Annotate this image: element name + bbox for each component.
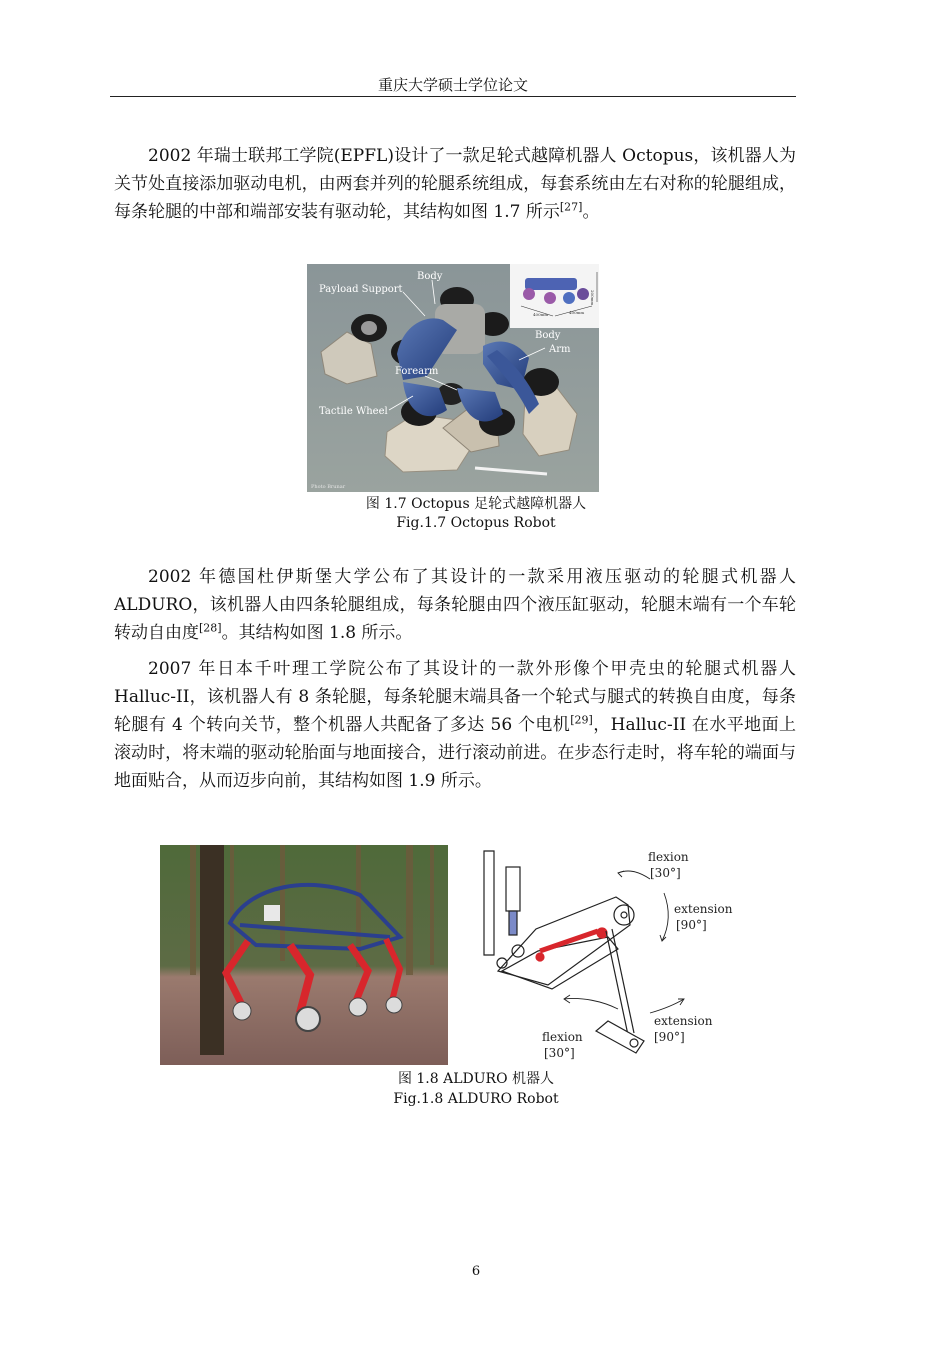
- citation-ref: [28]: [199, 621, 222, 635]
- dim-label: 400mm: [533, 312, 549, 317]
- figure-alduro-leg-diagram: [478, 845, 738, 1067]
- label-extension-right-deg: [90°]: [676, 918, 707, 932]
- dim-label: 200mm: [590, 290, 595, 306]
- figure-alduro-photo: [160, 845, 448, 1065]
- running-header: 重庆大学硕士学位论文: [377, 76, 528, 94]
- label-extension-bottom-deg: [90°]: [654, 1030, 685, 1044]
- label-body: Body: [417, 271, 443, 282]
- tree-trunk: [200, 845, 224, 1055]
- paragraph-text: 2002 年德国杜伊斯堡大学公布了其设计的一款采用液压驱动的轮腿式机器人 ALDURO，该机器人由四条轮腿组成，每条轮腿由四个液压缸驱动，轮腿末端有一个车轮转动自由度: [114, 567, 796, 643]
- paragraph-alduro: [114, 563, 796, 647]
- label-forearm: Forearm: [395, 366, 439, 377]
- label-body-arm: Body: [535, 330, 561, 341]
- label-flexion-bottom: flexion: [542, 1030, 583, 1044]
- label-flexion-bottom-deg: [30°]: [544, 1046, 575, 1060]
- paragraph-halluc: [114, 655, 796, 795]
- label-extension-right: extension: [674, 902, 733, 916]
- figure-caption-cn: 图 1.8 ALDURO 机器人: [397, 1071, 555, 1087]
- leg-linkage: [484, 851, 644, 1053]
- label-payload-support: Payload Support: [319, 284, 403, 295]
- label-flexion-top: flexion: [648, 850, 689, 864]
- paragraph-text-tail: 。其结构如图 1.8 所示。: [221, 623, 413, 643]
- figure-octopus-photo: [307, 264, 599, 492]
- label-body-arm: Arm: [549, 344, 571, 355]
- paragraph-text-tail: ，Halluc-II 在水平地面上滚动时，将末端的驱动轮胎面与地面接合，进行滚动前进。在步态行走时，将车轮的端面与地面贴合，从而迈步向前，其结构如图 1.9 所示。: [114, 715, 796, 791]
- paragraph-octopus: [114, 142, 796, 226]
- dim-label: 400mm: [569, 310, 585, 315]
- page-number: 6: [471, 1264, 481, 1279]
- citation-ref: [29]: [570, 713, 593, 727]
- figure-caption-en: Fig.1.8 ALDURO Robot: [393, 1091, 559, 1107]
- header-rule: [110, 96, 796, 97]
- label-tactile-wheel: Tactile Wheel: [319, 406, 388, 417]
- figure-caption-cn: 图 1.7 Octopus 足轮式越障机器人: [365, 496, 587, 512]
- citation-ref: [27]: [559, 200, 583, 214]
- photo-credit: Photo Brunar: [311, 484, 346, 490]
- paragraph-text-tail: 。: [582, 202, 600, 222]
- label-extension-bottom: extension: [654, 1014, 713, 1028]
- paragraph-text: 2002 年瑞士联邦工学院(EPFL)设计了一款足轮式越障机器人 Octopus，该机器人为关节处直接添加驱动电机，由两套并列的轮腿系统组成，每套系统由左右对称的轮腿组成，每条轮腿的中部和端部安装有驱动轮，其结构如图 1.7 所示: [114, 146, 796, 222]
- label-flexion-top-deg: [30°]: [650, 866, 681, 880]
- paragraph-text: 2007 年日本千叶理工学院公布了其设计的一款外形像个甲壳虫的轮腿式机器人 Halluc-II，该机器人有 8 条轮腿，每条轮腿末端具备一个轮式与腿式的转换自由度，每条轮腿有 4 个转向关节，整个机器人共配备了多达 56 个电机: [114, 659, 796, 735]
- figure-caption-en: Fig.1.7 Octopus Robot: [396, 515, 556, 531]
